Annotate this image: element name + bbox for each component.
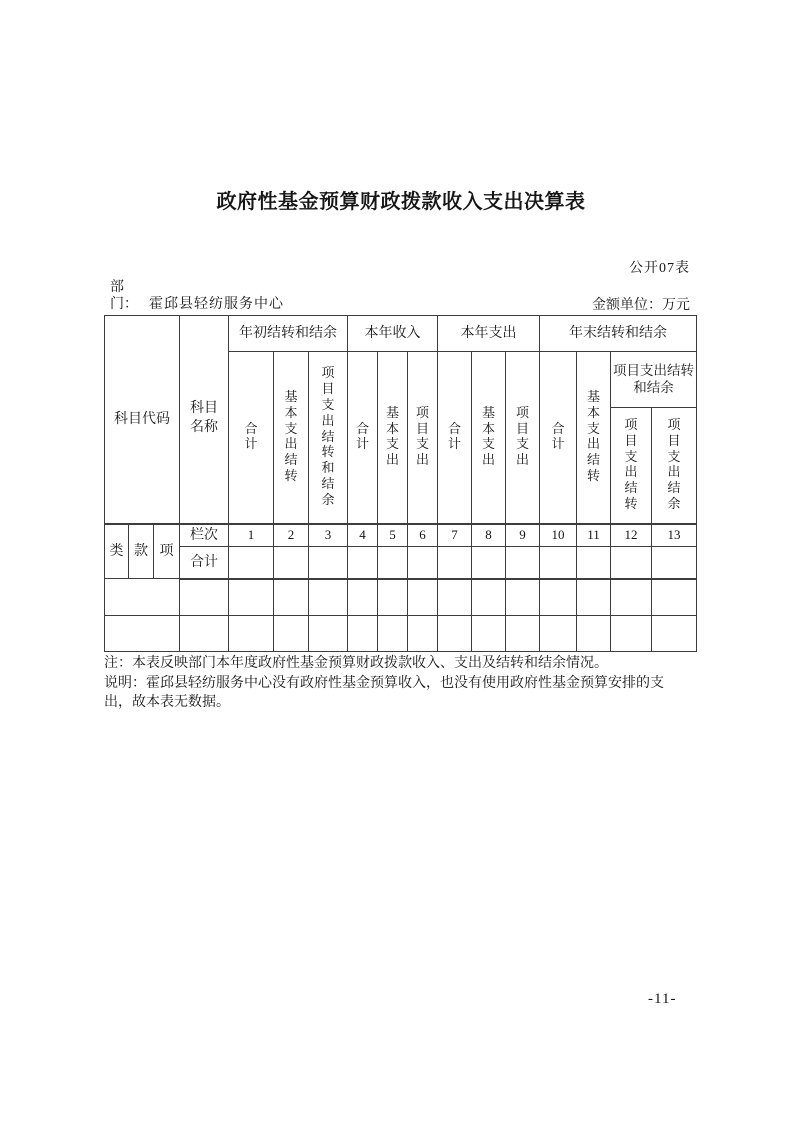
empty-cell [309, 616, 348, 652]
empty-cell [378, 616, 408, 652]
empty-cell [611, 616, 652, 652]
group-header-year-end-balance: 年末结转和结余 [540, 316, 697, 352]
lanci-number: 10 [540, 524, 577, 547]
empty-cell [506, 579, 540, 616]
lanci-number: 11 [577, 524, 611, 547]
code-subcol-item: 项 [154, 524, 180, 579]
lanci-number: 7 [438, 524, 472, 547]
empty-cell [408, 579, 438, 616]
col-header-9-project: 项目支出 [506, 352, 540, 524]
empty-cell [438, 616, 472, 652]
empty-cell [378, 579, 408, 616]
empty-code-cell [105, 616, 180, 652]
empty-cell [408, 616, 438, 652]
empty-cell [274, 547, 309, 579]
table-notes [104, 654, 671, 713]
col-header-4-total: 合计 [348, 352, 378, 524]
col-header-13-project-balance: 项目支出结余 [652, 408, 697, 524]
group-header-current-year-income: 本年收入 [348, 316, 438, 352]
form-code: 公开07表 [629, 261, 690, 276]
empty-cell [577, 547, 611, 579]
department-label-line2: 门： [110, 297, 138, 312]
subject-name-header [180, 316, 229, 524]
empty-name-cell [180, 579, 229, 616]
empty-cell [438, 547, 472, 579]
empty-cell [472, 579, 506, 616]
empty-cell [229, 547, 274, 579]
lanci-number: 5 [378, 524, 408, 547]
empty-cell [408, 547, 438, 579]
empty-code-cell [105, 579, 180, 616]
document-title: 政府性基金预算财政拨款收入支出决算表 [216, 191, 586, 213]
empty-cell [348, 547, 378, 579]
col-header-12-project-carryover: 项目支出结转 [611, 408, 652, 524]
department-label-line1: 部 [110, 280, 124, 295]
code-subcol-section: 款 [129, 524, 154, 579]
empty-cell [577, 579, 611, 616]
group-header-current-year-expenditure: 本年支出 [438, 316, 540, 352]
col-header-10-total: 合计 [540, 352, 577, 524]
col-header-1-total: 合计 [229, 352, 274, 524]
col-header-2-basic-carryover: 基本支出结转 [274, 352, 309, 524]
empty-cell [309, 547, 348, 579]
lanci-label: 栏次 [180, 524, 229, 547]
col-header-5-basic: 基本支出 [378, 352, 408, 524]
note-line-1: 注：本表反映部门本年度政府性基金预算财政拨款收入、支出及结转和结余情况。 [104, 656, 608, 671]
empty-cell [274, 579, 309, 616]
empty-cell [540, 547, 577, 579]
lanci-number: 4 [348, 524, 378, 547]
lanci-number: 8 [472, 524, 506, 547]
empty-cell [652, 579, 697, 616]
budget-table [104, 315, 697, 652]
col-header-11-basic-carryover: 基本支出结转 [577, 352, 611, 524]
lanci-number: 1 [229, 524, 274, 547]
empty-cell [472, 547, 506, 579]
subject-name-header-text: 科目名称 [189, 401, 218, 436]
empty-cell [472, 616, 506, 652]
col-header-7-total: 合计 [438, 352, 472, 524]
empty-cell [378, 547, 408, 579]
empty-cell [611, 547, 652, 579]
empty-cell [229, 579, 274, 616]
col-header-3-project-carryover-balance: 项目支出结转和结余 [309, 352, 348, 524]
empty-cell [540, 579, 577, 616]
empty-cell [274, 616, 309, 652]
empty-cell [652, 616, 697, 652]
col-header-8-basic: 基本支出 [472, 352, 506, 524]
empty-cell [577, 616, 611, 652]
lanci-number: 2 [274, 524, 309, 547]
empty-cell [611, 579, 652, 616]
empty-cell [506, 616, 540, 652]
col-header-6-project: 项目支出 [408, 352, 438, 524]
lanci-number: 9 [506, 524, 540, 547]
empty-name-cell [180, 616, 229, 652]
note-line-2: 说明：霍邱县轻纺服务中心没有政府性基金预算收入，也没有使用政府性基金预算安排的支出，故本表无数据。 [104, 675, 664, 710]
department-value: 霍邱县轻纺服务中心 [149, 297, 284, 312]
subgroup-header-project-carryover-balance: 项目支出结转和结余 [611, 352, 697, 408]
empty-cell [348, 616, 378, 652]
empty-cell [309, 579, 348, 616]
empty-cell [506, 547, 540, 579]
total-row-label: 合计 [180, 547, 229, 579]
lanci-number: 12 [611, 524, 652, 547]
subject-code-header: 科目代码 [105, 316, 180, 524]
empty-cell [348, 579, 378, 616]
empty-cell [229, 616, 274, 652]
lanci-number: 6 [408, 524, 438, 547]
group-header-begin-year-balance: 年初结转和结余 [229, 316, 348, 352]
empty-cell [652, 547, 697, 579]
empty-cell [540, 616, 577, 652]
lanci-number: 3 [309, 524, 348, 547]
empty-cell [438, 579, 472, 616]
lanci-number: 13 [652, 524, 697, 547]
page-number: -11- [648, 991, 677, 1007]
code-subcol-class: 类 [105, 524, 129, 579]
amount-unit-label: 金额单位：万元 [592, 298, 690, 313]
